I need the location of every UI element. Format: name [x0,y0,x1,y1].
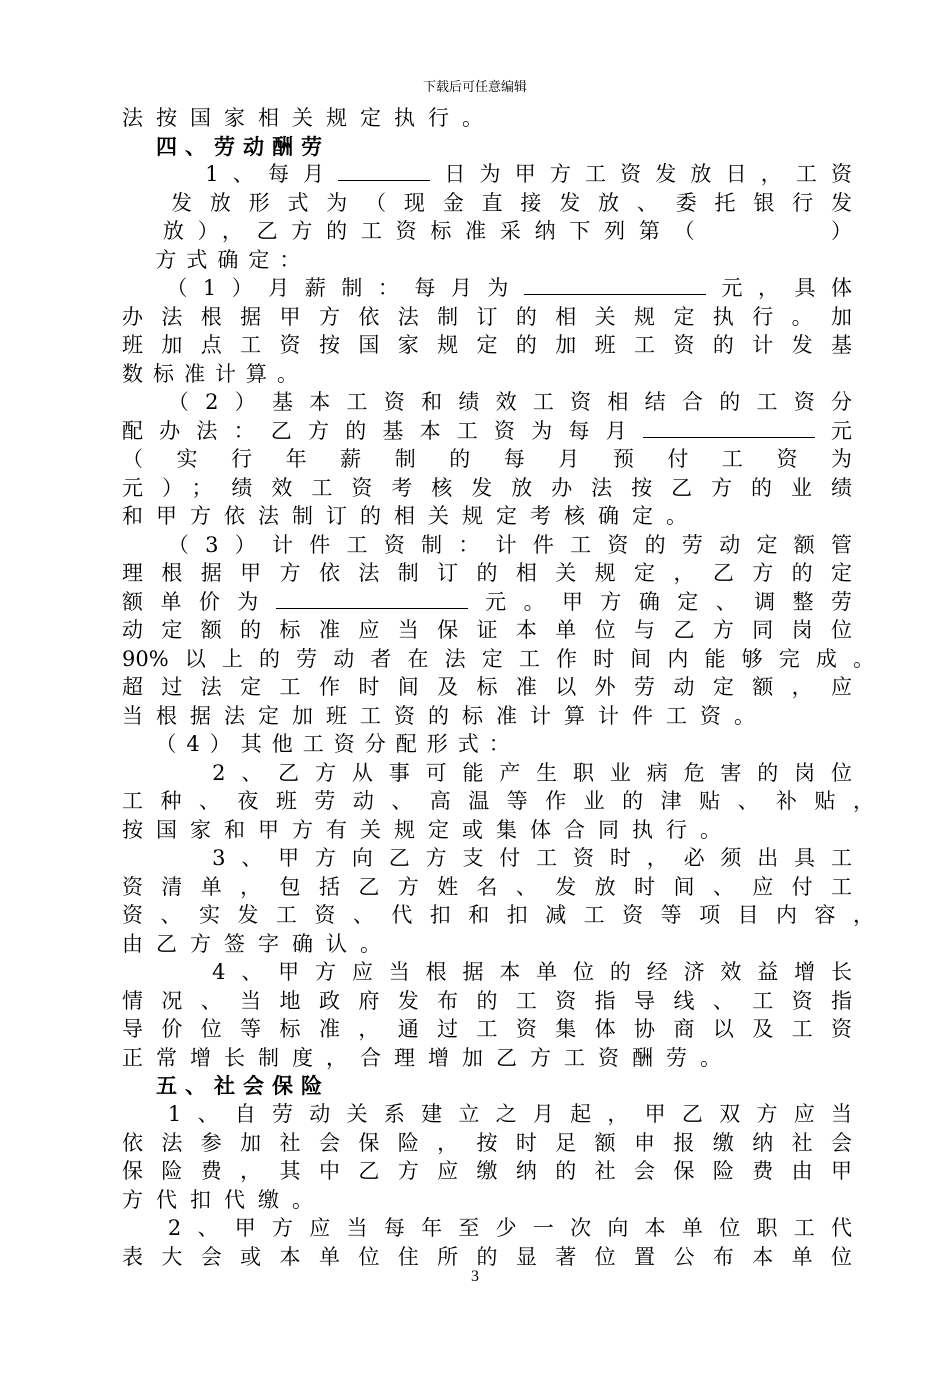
text-line [122,531,852,559]
text-segment: 依法参加社会保险，按时足额申报缴纳社会 [122,1131,852,1155]
text-line [122,246,310,274]
text-segment: 办法根据甲方依法制订的相关规定执行。加 [122,305,852,329]
text-segment: （3）计件工资制：计件工资的劳动定额管 [122,533,852,557]
text-segment: 和甲方依法制订的相关规定考核确定。 [122,504,700,528]
text-line [122,588,852,616]
text-line [122,1214,852,1242]
text-segment: 配办法：乙方的基本工资为每月 [122,419,643,443]
text-line [122,730,520,758]
text-segment: 方代扣代缴。 [122,1188,326,1212]
text-segment: 保险费，其中乙方应缴纳的社会保险费由甲 [122,1159,852,1183]
text-segment: 由乙方签字确认。 [122,932,394,956]
text-segment: 资、实发工资、代扣和扣减工资等项目内容， [122,903,874,927]
text-line [122,1044,734,1072]
text-line [122,844,852,872]
fill-in-blank [338,160,430,181]
text-segment: 工种、夜班劳动、高温等作业的津贴、补贴， [122,789,874,813]
text-line [122,331,852,359]
text-segment: （实行年薪制的每月预付工资为 [122,447,852,471]
text-segment: 3、甲方向乙方支付工资时，必须出具工 [122,846,852,870]
text-segment: （4）其他工资分配形式： [122,732,520,756]
text-segment: 4、甲方应当根据本单位的经济效益增长 [122,960,852,984]
text-line [122,987,852,1015]
text-segment: 理根据甲方依法制订的相关规定，乙方的定 [122,561,852,585]
text-line [122,1100,852,1128]
text-segment: 元，具体 [705,276,852,300]
text-segment: 发放形式为（现金直接发放、委托银行发 [122,191,852,215]
text-segment: 2、甲方应当每年至少一次向本单位职工代 [122,1216,852,1240]
text-line [122,388,852,416]
text-line [122,958,852,986]
text-line [122,702,768,730]
text-line [122,474,852,502]
text-segment: （1）月薪制：每月为 [122,276,524,300]
fill-in-blank [276,588,468,609]
text-line [122,1157,852,1185]
text-segment: 日为甲方工资发放日，工资 [430,162,853,186]
text-line [122,104,496,132]
text-line [122,873,852,901]
text-segment: 当根据法定加班工资的标准计算计件工资。 [122,704,768,728]
text-segment: 元）；绩效工资考核发放办法按乙方的业绩 [122,476,852,500]
section-heading [156,1072,330,1100]
text-segment: 正常增长制度，合理增加乙方工资酬劳。 [122,1046,734,1070]
text-line [122,417,852,445]
text-line [122,645,874,673]
text-line [122,759,852,787]
text-line [122,274,852,302]
text-line [122,160,852,188]
text-segment: 情况、当地政府发布的工资指导线、工资指 [122,989,852,1013]
text-line [122,930,394,958]
text-segment: 数标准计算。 [122,362,308,386]
text-segment: 资清单，包括乙方姓名、发放时间、应付工 [122,875,852,899]
text-line [122,1186,326,1214]
fill-in-blank [524,274,706,295]
text-segment: 动定额的标准应当保证本单位与乙方同岗位 [122,618,852,642]
text-segment: 导价位等标准，通过工资集体协商以及工资 [122,1017,852,1041]
text-line [122,816,734,844]
text-line [122,189,852,217]
text-segment: 超过法定工作时间及标准以外劳动定额，应 [122,675,852,699]
text-segment: 2、乙方从事可能产生职业病危害的岗位 [122,761,852,785]
text-segment: 表大会或本单位住所的显著位置公布本单位 [122,1245,852,1269]
text-line [122,787,874,815]
section-heading [156,133,330,161]
text-line [122,360,308,388]
text-line [122,1243,852,1271]
text-segment: 五、社会保险 [156,1074,330,1098]
fill-in-blank [643,417,815,438]
text-segment: 法按国家相关规定执行。 [122,106,496,130]
text-segment: 四、劳动酬劳 [156,135,330,159]
text-segment: 元 [814,419,853,443]
text-line [122,445,852,473]
text-segment: （2）基本工资和绩效工资相结合的工资分 [122,390,852,414]
text-segment: 90%以上的劳动者在法定工作时间内能够完成。 [122,647,874,671]
text-line [122,616,852,644]
text-segment: 额单价为 [122,590,276,614]
page-number: 3 [471,1268,479,1285]
text-segment: 放），乙方的工资标准采纳下列第（ ） [122,219,852,243]
text-line [122,901,874,929]
text-segment: 元。甲方确定、调整劳 [467,590,853,614]
text-line [122,559,852,587]
text-segment: 方式确定： [122,248,311,272]
text-segment: 班加点工资按国家规定的加班工资的计发基 [122,333,852,357]
text-line [122,303,852,331]
page-header: 下载后可任意编辑 [422,80,527,95]
text-line [122,217,852,245]
text-segment: 按国家和甲方有关规定或集体合同执行。 [122,818,734,842]
text-segment: 1、自劳动关系建立之月起，甲乙双方应当 [122,1102,852,1126]
text-line [122,502,700,530]
text-line [122,1129,852,1157]
text-line [122,673,852,701]
text-segment: 1、每月 [122,162,339,186]
text-line [122,1015,852,1043]
